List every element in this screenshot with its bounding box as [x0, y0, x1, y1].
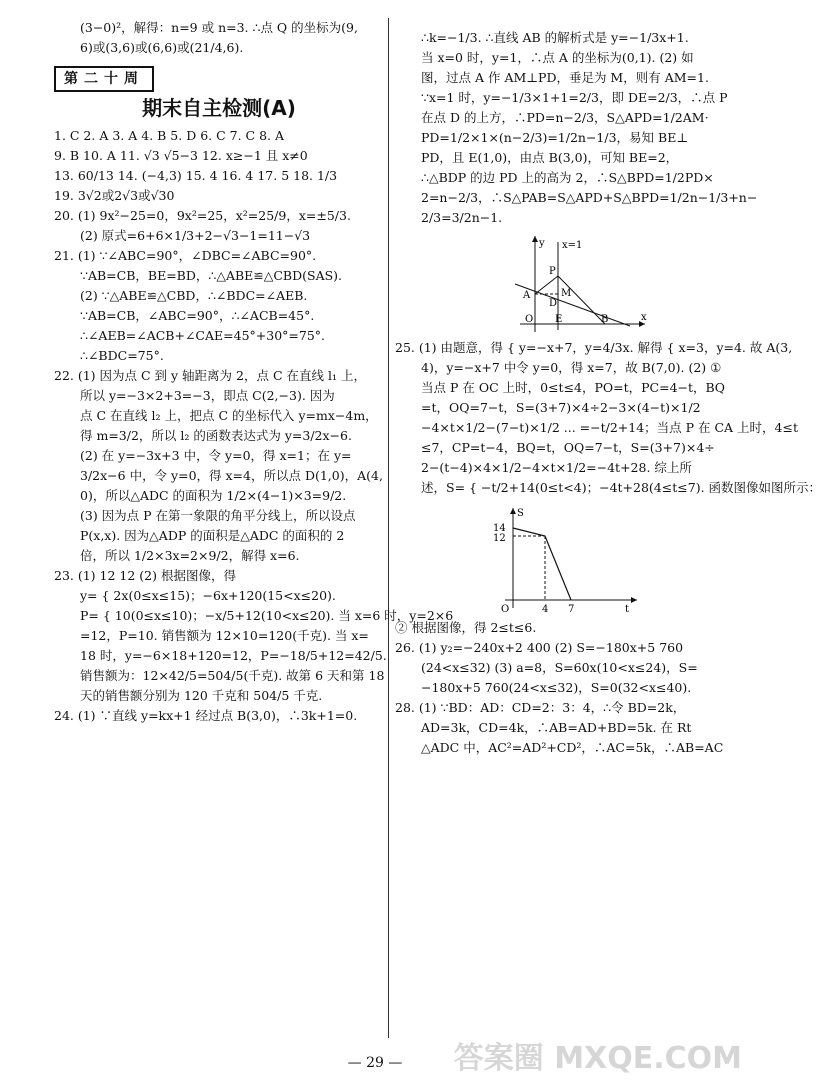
text-line: ② 根据图像，得 2≤t≤6.	[395, 620, 537, 635]
column-divider	[388, 18, 389, 1038]
text-line: ∴∠BDC=75°.	[80, 348, 164, 363]
text-line: 2/3=3/2n−1.	[421, 210, 503, 225]
graph2-label-4: 4	[542, 604, 549, 615]
graph1-label-b: B	[601, 314, 609, 325]
text-line: ∴k=−1/3. ∴直线 AB 的解析式是 y=−1/3x+1.	[421, 30, 689, 45]
text-line: ∵AB=CB，∠ABC=90°，∴∠ACB=45°.	[80, 308, 315, 323]
graph2-label-7: 7	[568, 604, 575, 615]
text-line: 3/2x−6 中，令 y=0，得 x=4，所以点 D(1,0)，A(4,	[80, 468, 383, 483]
text-line: ∴∠AEB=∠ACB+∠CAE=45°+30°=75°.	[80, 328, 326, 343]
text-line: PD，且 E(1,0)，由点 B(3,0)，可知 BE=2，	[421, 150, 679, 165]
graph1-label-x: x	[641, 312, 647, 323]
text-line: 13. 60/13 14. (−4,3) 15. 4 16. 4 17. 5 18. 1/3	[54, 168, 338, 183]
graph1-label-a: A	[523, 290, 531, 301]
graph2-label-t: t	[625, 604, 630, 615]
text-line: 天的销售额分别为 120 千克和 504/5 千克.	[80, 688, 323, 703]
graph2-t-arrow	[631, 597, 637, 603]
text-line: 销售额为：12×42/5=504/5(千克). 故第 6 天和第 18	[80, 668, 385, 683]
text-line: 18 时，y=−6×18+120=12，P=−18/5+12=42/5.	[80, 648, 387, 663]
text-line: 0)，所以△ADC 的面积为 1/2×(4−1)×3=9/2.	[80, 488, 347, 503]
text-line: PD=1/2×1×(n−2/3)=1/2n−1/3，易知 BE⊥	[421, 130, 689, 145]
text-line: AD=3k，CD=4k，∴AB=AD+BD=5k. 在 Rt	[421, 720, 692, 735]
text-line: 当 x=0 时，y=1，∴点 A 的坐标为(0,1). (2) 如	[421, 50, 694, 65]
text-line: 1. C 2. A 3. A 4. B 5. D 6. C 7. C 8. A	[54, 128, 284, 143]
text-line: ∴△BDP 的边 PD 上的高为 2，∴S△BPD=1/2PD×	[421, 170, 714, 185]
text-line: 21. (1) ∵∠ABC=90°，∠DBC=∠ABC=90°.	[54, 248, 317, 263]
watermark-logo: 答案圈 MXQE.COM	[453, 1041, 742, 1076]
graph1-label-d: D	[549, 298, 558, 309]
right-bottom-text	[395, 618, 735, 758]
text-line: 点 C 在直线 l₂ 上，把点 C 的坐标代入 y=mx−4m，	[80, 408, 378, 423]
right-column	[395, 28, 821, 758]
graph2-s-arrow	[510, 508, 516, 514]
text-line: −4×t×1/2−(7−t)×1/2 ... =−t/2+14；当点 P 在 CA 上时，4≤t	[421, 420, 799, 435]
text-line: 9. B 10. A 11. √3 √5−3 12. x≥−1 且 x≠0	[54, 148, 308, 163]
text-line: 2=n−2/3，∴S△PAB=S△APD+S△BPD=1/2n−1/3+n−	[421, 190, 758, 205]
text-line: 20. (1) 9x²−25=0，9x²=25，x²=25/9，x=±5/3.	[54, 208, 351, 223]
right-top-text	[395, 28, 758, 228]
text-line: 2−(t−4)×4×1/2−4×t×1/2=−4t+28. 综上所	[421, 460, 692, 475]
text-line: 25. (1) 由题意，得 { y=−x+7，y=4/3x. 解得 { x=3，y=4. 故 A(3,	[395, 340, 793, 355]
graph1-label-y: y	[539, 238, 545, 249]
exam-title: 期末自主检测(A)	[142, 96, 296, 120]
right-middle-text	[395, 338, 821, 498]
text-line: 24. (1) ∵直线 y=kx+1 经过点 B(3,0)，∴3k+1=0.	[54, 708, 358, 723]
text-line: (3−0)²，解得：n=9 或 n=3. ∴点 Q 的坐标为(9,	[80, 20, 358, 35]
graph2-label-o: O	[501, 604, 510, 615]
text-line: (2) ∵△ABE≌△CBD，∴∠BDC=∠AEB.	[80, 288, 308, 303]
graph-area-function	[485, 504, 645, 614]
text-line: 述，S= { −t/2+14(0≤t<4)；−4t+28(4≤t≤7). 函数图像如图所示：	[421, 480, 821, 495]
graph1-line-pb	[558, 276, 605, 324]
left-column	[54, 18, 454, 726]
graph2-function-line	[513, 528, 571, 600]
text-line: 在点 D 的上方，∴PD=n−2/3，S△APD=1/2AM·	[421, 110, 709, 125]
text-line: (2) 在 y=−3x+3 中，令 y=0，得 x=1；在 y=	[80, 448, 352, 463]
text-line: 6)或(3,6)或(6,6)或(21/4,6).	[80, 40, 244, 55]
graph2-label-14: 14	[493, 523, 506, 534]
text-line: y= { 2x(0≤x≤15)；−6x+120(15<x≤20).	[80, 588, 336, 603]
graph1-label-e: E	[555, 314, 563, 325]
text-line: P(x,x). 因为△ADP 的面积是△ADC 的面积的 2	[80, 528, 345, 543]
left-pre-header-text	[54, 18, 384, 58]
text-line: (24<x≤32) (3) a=8，S=60x(10<x≤24)，S=	[421, 660, 698, 675]
text-line: (2) 原式=6+6×1/3+2−√3−1=11−√3	[80, 228, 311, 243]
text-line: 得 m=3/2，所以 l₂ 的函数表达式为 y=3/2x−6.	[80, 428, 352, 443]
text-line: 4)，y=−x+7 中令 y=0，得 x=7，故 B(7,0). (2) ①	[421, 360, 722, 375]
text-line: =t，OQ=7−t，S=(3+7)×4÷2−3×(4−t)×1/2	[421, 400, 701, 415]
text-line: 23. (1) 12 12 (2) 根据图像，得	[54, 568, 236, 583]
text-line: ≤7，CP=t−4，BQ=t，OQ=7−t，S=(3+7)×4÷	[421, 440, 715, 455]
text-line: △ADC 中，AC²=AD²+CD²，∴AC=5k，∴AB=AC	[421, 740, 724, 755]
text-line: ∵AB=CB，BE=BD，∴△ABE≌△CBD(SAS).	[80, 268, 343, 283]
text-line: 28. (1) ∵BD：AD：CD=2：3：4，∴令 BD=2k，	[395, 700, 686, 715]
text-line: −180x+5 760(24<x≤32)，S=0(32<x≤40).	[421, 680, 692, 695]
graph2-label-s: S	[517, 508, 524, 519]
graph1-label-m: M	[561, 288, 572, 299]
text-line: ∵x=1 时，y=−1/3×1+1=2/3，即 DE=2/3，∴点 P	[421, 90, 728, 105]
text-line: 所以 y=−3×2+3=−3，即点 C(2,−3). 因为	[80, 388, 335, 403]
text-line: 22. (1) 因为点 C 到 y 轴距离为 2，点 C 在直线 l₁ 上，	[54, 368, 366, 383]
text-line: 倍，所以 1/2×3x=2×9/2，解得 x=6.	[80, 548, 300, 563]
text-line: (3) 因为点 P 在第一象限的角平分线上，所以设点	[80, 508, 356, 523]
week-label: 第二十周	[54, 66, 154, 92]
graph-triangle-figure	[505, 234, 655, 334]
page-number: — 29 —	[347, 1055, 403, 1071]
text-line: =12，P=10. 销售额为 12×10=120(千克). 当 x=	[80, 628, 369, 643]
graph1-y-arrow	[532, 236, 538, 242]
graph1-label-x1: x=1	[562, 240, 583, 251]
text-line: 当点 P 在 OC 上时，0≤t≤4，PO=t，PC=4−t，BQ	[421, 380, 725, 395]
text-line: 26. (1) y₂=−240x+2 400 (2) S=−180x+5 760	[395, 640, 684, 655]
graph1-line-ap	[535, 276, 558, 294]
graph2-label-12: 12	[493, 533, 506, 544]
graph1-label-o: O	[525, 314, 534, 325]
text-line: 图，过点 A 作 AM⊥PD，垂足为 M，则有 AM=1.	[421, 70, 709, 85]
text-line: 19. 3√2或2√3或√30	[54, 188, 175, 203]
text-line: P= { 10(0≤x≤10)；−x/5+12(10<x≤20). 当 x=6 时，y=2×6	[80, 608, 454, 623]
left-answer-lines	[54, 126, 454, 726]
graph1-label-p: P	[549, 266, 556, 277]
